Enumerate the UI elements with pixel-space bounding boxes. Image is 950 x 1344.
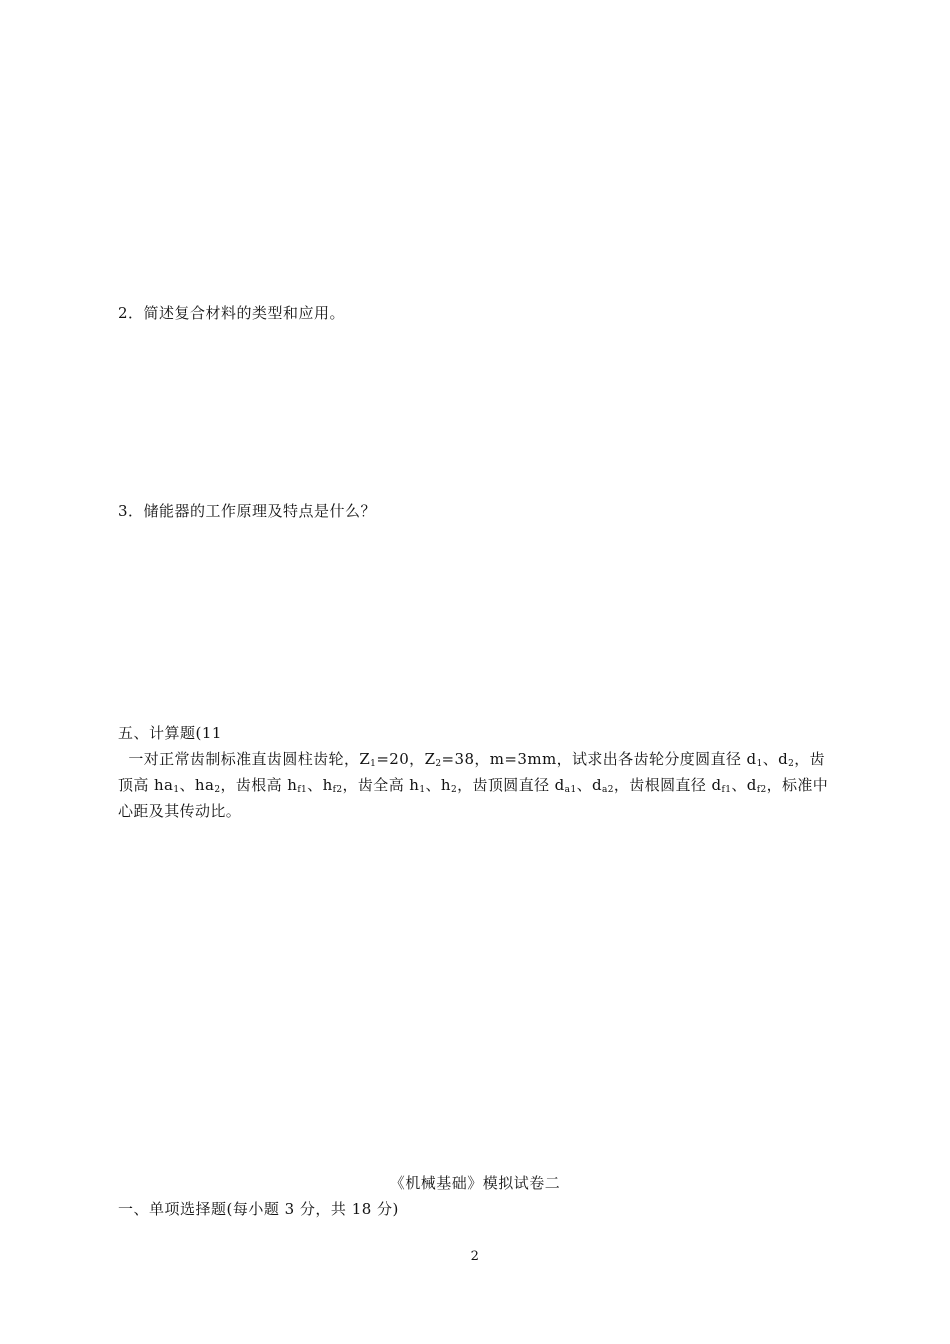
section-1-heading: 一、单项选择题(每小题 3 分，共 18 分)	[118, 1200, 399, 1218]
da2-subscript: a2	[601, 785, 614, 795]
ha2-subscript: 2	[214, 785, 221, 795]
tooth-top-text: ，齿顶高 ha	[118, 750, 826, 794]
separator: 、d	[762, 750, 789, 768]
exam-title: 《机械基础》模拟试卷二	[389, 1174, 561, 1192]
df2-subscript: f2	[756, 785, 767, 795]
separator: 、d	[576, 776, 602, 794]
section-5-heading: 五、计算题(11	[118, 724, 222, 742]
calculation-problem	[118, 746, 840, 824]
z1-symbol: Z	[359, 750, 371, 768]
z2-value: =38，m=3mm，试求出各齿轮分度圆直径 d	[441, 750, 757, 768]
df1-subscript: f1	[721, 785, 732, 795]
z2-symbol: Z	[424, 750, 436, 768]
ha1-subscript: 1	[173, 785, 180, 795]
separator: 、ha	[179, 776, 215, 794]
full-height-text: ，齿全高 h	[342, 776, 420, 794]
separator: 、h	[307, 776, 333, 794]
h1-subscript: 1	[419, 785, 426, 795]
z1-subscript: 1	[370, 759, 377, 769]
tooth-root-text: ，齿根高 h	[220, 776, 298, 794]
d2-subscript: 2	[788, 759, 795, 769]
problem-intro: 一对正常齿制标准直齿圆柱齿轮，	[118, 750, 360, 768]
separator: 、h	[425, 776, 451, 794]
z1-value: =20，	[376, 750, 425, 768]
h2-subscript: 2	[450, 785, 458, 795]
z2-subscript: 2	[435, 759, 442, 769]
page-number: 2	[470, 1249, 480, 1264]
question-3: 3．储能器的工作原理及特点是什么？	[118, 502, 377, 520]
hf1-subscript: f1	[297, 785, 308, 795]
tip-circle-text: ，齿顶圆直径 d	[457, 776, 565, 794]
problem-ending: ，标准中心距及其传动比。	[118, 776, 829, 820]
question-2: 2．简述复合材料的类型和应用。	[118, 304, 346, 322]
d1-subscript: 1	[756, 759, 763, 769]
da1-subscript: a1	[564, 785, 577, 795]
separator: 、d	[731, 776, 757, 794]
root-circle-text: ，齿根圆直径 d	[613, 776, 722, 794]
hf2-subscript: f2	[332, 785, 343, 795]
